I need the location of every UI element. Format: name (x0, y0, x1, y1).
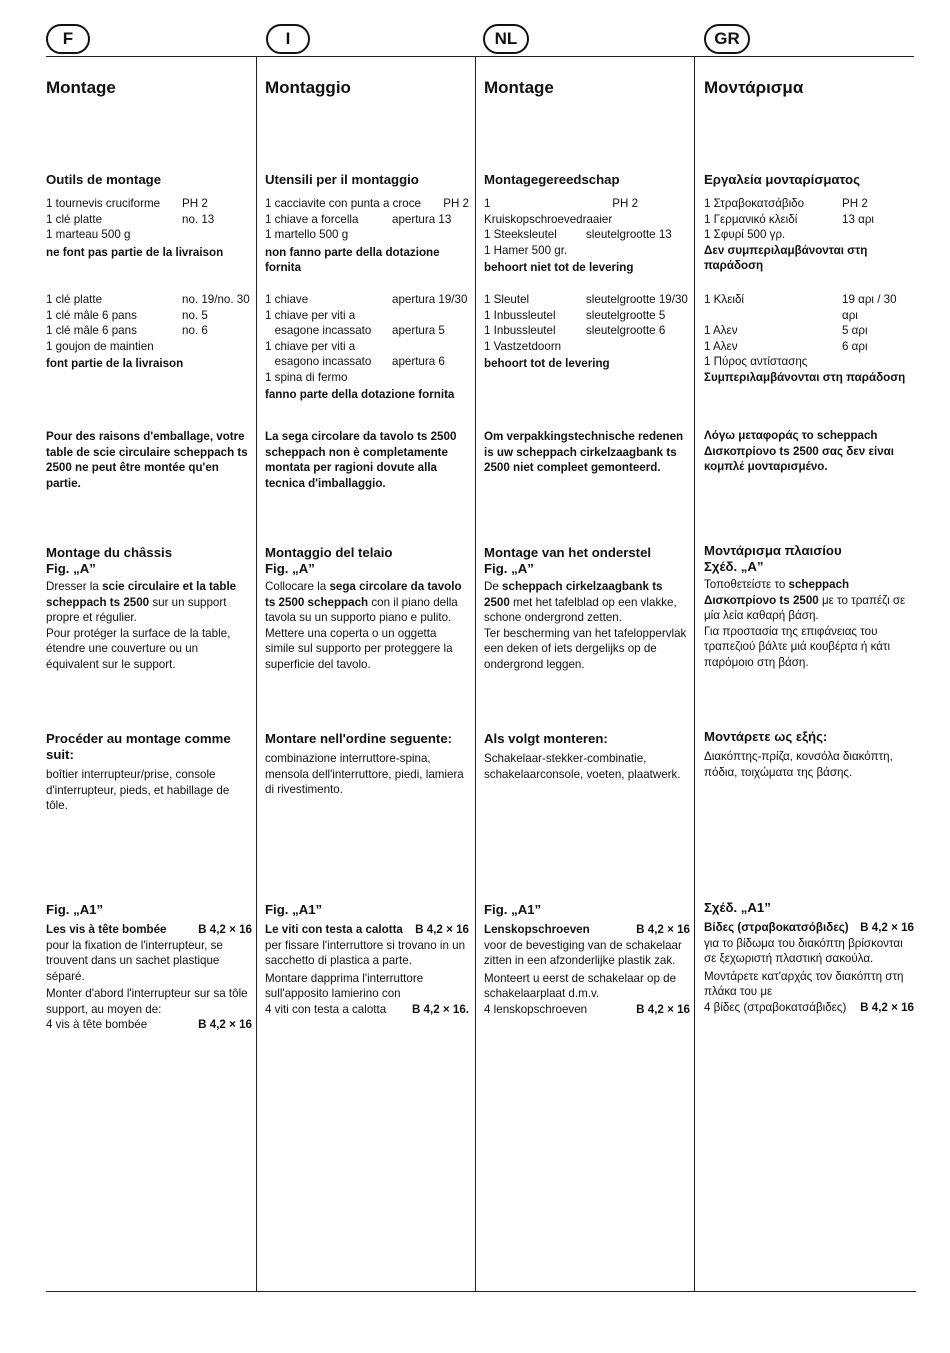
figure-label: Σχέδ. „A” (704, 559, 764, 574)
tool-item: 1 goujon de maintien (46, 339, 154, 353)
frame-block (484, 545, 690, 672)
tool-item: 1 Αλεν 5 αρι (704, 324, 868, 337)
frame-heading: Montage van het onderstel (484, 545, 652, 560)
figure-label: Fig. „A” (265, 561, 315, 576)
tool-item: 1 Vastzetdoorn (484, 339, 562, 353)
order-text: Διακόπτης-πρίζα, κονσόλα διακόπτη, πόδια, τοιχώματα της βάσης. (704, 750, 893, 779)
column-dutch (484, 56, 690, 1291)
tool-item: 1 Γερμανικό κλειδί 13 αρι (704, 212, 874, 226)
tool-item: 1 Kruiskopschroevedraaier PH 2 (484, 197, 639, 226)
tool-item: 1 clé mâle 6 pans no. 5 (46, 308, 208, 322)
tool-item: 1 Inbussleutel sleutelgrootte 6 (484, 324, 666, 337)
frame-block (265, 545, 469, 672)
included-note: fanno parte della dotazione fornita (265, 388, 455, 401)
tool-item: 1 chiave apertura 19/30 (265, 293, 468, 306)
frame-heading: Μοντάρισμα πλαισίου (704, 543, 842, 558)
fig-a1-paragraph: Μοντάρετε κατ'αρχάς τον διακόπτη στη πλάκα του με (704, 969, 904, 998)
screw-line: 4 viti con testa a calotta B 4,2 × 16. (265, 1002, 469, 1016)
frame-heading: Montage du châssis (46, 545, 173, 560)
section-title: Μοντάρισμα (704, 78, 804, 97)
tool-item: 1 Πύρος αντίστασης (704, 355, 808, 368)
fig-a1-paragraph: pour la fixation de l'interrupteur, se trouvent dans un sachet plastique séparé. (46, 938, 223, 983)
tool-item: 1 chiave per viti a esagone incassato apertura 5 (265, 308, 445, 337)
tools-block (484, 172, 690, 276)
figure-label: Fig. „A1” (484, 902, 542, 917)
tool-item: 1 tournevis cruciforme PH 2 (46, 197, 208, 210)
section-title: Montaggio (265, 78, 351, 97)
included-note: Συμπεριλαμβάνονται στη παράδοση (704, 370, 906, 384)
section-title: Montage (484, 78, 554, 97)
fig-a1-block (484, 902, 690, 1017)
not-included-note: non fanno parte della dotazione fornita (265, 245, 440, 274)
tool-item: 1 clé mâle 6 pans no. 6 (46, 324, 208, 337)
fig-a1-paragraph: voor de bevestiging van de schakelaar zitten in een afzonderlijke plastik zak. (484, 938, 682, 967)
column-divider (694, 56, 695, 1291)
tool-item: 1 clé platte no. 19/no. 30 (46, 293, 250, 306)
screw-line: 4 lenskopschroeven B 4,2 × 16 (484, 1002, 690, 1016)
tool-item: 1 chiave per viti a esagono incassato apertura 6 (265, 339, 445, 368)
order-heading: Als volgt monteren: (484, 731, 608, 746)
order-heading: Μοντάρετε ως εξής: (704, 729, 828, 744)
frame-heading: Montaggio del telaio (265, 545, 393, 560)
frame-paragraph: Collocare la sega circolare da tavolo ts 2500 scheppach con il piano della tavola su un supporto piano e pulito. (265, 580, 462, 624)
screw-line: Les vis à tête bombée B 4,2 × 16 (46, 923, 252, 936)
figure-label: Fig. „A” (46, 561, 96, 576)
packaging-note: Λόγω μεταφοράς το scheppach Δισκοπρίονο ts 2500 σας δεν είναι κομπλέ μονταρισμένο. (704, 429, 895, 473)
tools-heading: Utensili per il montaggio (265, 172, 419, 187)
tools-block (265, 172, 469, 276)
column-italian (265, 56, 469, 1291)
order-text: combinazione interruttore-spina, mensola dell'interruttore, piedi, lamiera di rivestimento. (265, 752, 464, 796)
language-badge-f: F (46, 24, 90, 54)
tool-item: 1 Στραβοκατσάβιδο PH 2 (704, 197, 868, 210)
order-block (484, 731, 690, 782)
fig-a1-block (265, 902, 469, 1017)
frame-paragraph: Dresser la scie circulaire et la table scheppach ts 2500 sur un support propre et régulier. (46, 580, 237, 624)
tool-item: 1 spina di fermo (265, 370, 348, 384)
tool-item: 1 Sleutel sleutelgrootte 19/30 (484, 293, 688, 306)
frame-block (46, 545, 252, 672)
language-badges (0, 24, 950, 58)
tool-item: 1 martello 500 g (265, 228, 349, 241)
frame-paragraph: Τοποθετείστε το scheppach Δισκοπρίονο ts 2500 με το τραπέζι σε μία λεία καθαρή βάση. (704, 578, 906, 622)
language-badge-nl: NL (483, 24, 529, 54)
order-block (46, 731, 252, 814)
order-heading: Montare nell'ordine seguente: (265, 731, 453, 746)
order-heading: Procéder au montage comme suit: (46, 731, 231, 762)
column-french (46, 56, 252, 1291)
language-badge-gr: GR (704, 24, 750, 54)
packaging-note: Pour des raisons d'emballage, votre table de scie circulaire scheppach ts 2500 ne peut être montée qu'en partie. (46, 430, 248, 490)
included-tools-block (704, 292, 914, 385)
screw-line: Lenskopschroeven B 4,2 × 16 (484, 923, 690, 936)
section-title: Montage (46, 78, 116, 97)
figure-label: Fig. „A1” (265, 902, 323, 917)
screw-line: 4 vis à tête bombée B 4,2 × 16 (46, 1018, 252, 1031)
included-tools-block (265, 292, 469, 403)
frame-paragraph: Ter bescherming van het tafeloppervlak een deken of iets dergelijks op de ondergrond leggen. (484, 626, 687, 671)
included-note: font partie de la livraison (46, 357, 184, 370)
tool-item: 1 Κλειδί 19 αρι / 30 αρι (704, 293, 897, 322)
bottom-rule (46, 1291, 916, 1292)
tool-item: 1 chiave a forcella apertura 13 (265, 212, 452, 226)
column-divider (256, 56, 257, 1291)
figure-label: Σχέδ. „A1” (704, 900, 771, 915)
tool-item: 1 Steeksleutel sleutelgrootte 13 (484, 228, 672, 241)
frame-block (704, 543, 914, 670)
fig-a1-paragraph: για το βίδωμα του διακόπτη βρίσκονται σε ξεχωριστή πλαστική σακούλα. (704, 936, 903, 965)
not-included-note: ne font pas partie de la livraison (46, 245, 224, 259)
tool-item: 1 marteau 500 g (46, 228, 131, 241)
figure-label: Fig. „A” (484, 561, 534, 576)
frame-paragraph: Mettere una coperta o un oggetta simile sul supporto per proteggere la superficie del tavolo. (265, 626, 453, 671)
tool-item: 1 clé platte no. 13 (46, 212, 215, 226)
column-divider (475, 56, 476, 1291)
figure-label: Fig. „A1” (46, 902, 104, 917)
fig-a1-block (704, 900, 914, 1015)
screw-line: Βίδες (στραβοκατσόβιδες) B 4,2 × 16 (704, 921, 914, 934)
order-block (265, 731, 469, 798)
tool-item: 1 cacciavite con punta a croce PH 2 (265, 197, 469, 210)
screw-line: Le viti con testa a calotta B 4,2 × 16 (265, 923, 469, 936)
column-greek (704, 56, 914, 1291)
tools-heading: Montagegereedschap (484, 172, 620, 187)
fig-a1-paragraph: Monter d'abord l'interrupteur sur sa tôle support, au moyen de: (46, 987, 248, 1016)
order-text: Schakelaar-stekker-combinatie, schakelaarconsole, voeten, plaatwerk. (484, 752, 681, 781)
tools-block (704, 172, 914, 274)
fig-a1-block (46, 902, 252, 1033)
screw-line: 4 βίδες (στραβοκατσάβιδες) B 4,2 × 16 (704, 1000, 914, 1014)
frame-paragraph: De scheppach cirkelzaagbank ts 2500 met het tafelblad op een vlakke, schone ondergrond zetten. (484, 580, 677, 624)
fig-a1-paragraph: per fissare l'interruttore si trovano in un sacchetto di plastica a parte. (265, 938, 466, 967)
tools-heading: Outils de montage (46, 172, 162, 187)
packaging-note: Om verpakkingstechnische redenen is uw scheppach cirkelzaagbank ts 2500 niet compleet gemonteerd. (484, 430, 684, 474)
tool-item: 1 Σφυρί 500 γρ. (704, 228, 786, 241)
packaging-note: La sega circolare da tavolo ts 2500 scheppach non è completamente montata per ragioni dovute alla tecnica d'imballaggio. (265, 430, 457, 490)
frame-paragraph: Για προστασία της επιφάνειας του τραπεζιού βάλτε μιά κουβέρτα ή κάτι παρόμοιο στη βάση. (704, 624, 891, 669)
tools-block (46, 172, 252, 260)
tools-heading: Εργαλεία μονταρίσματος (704, 172, 860, 187)
included-tools-block (46, 292, 252, 372)
order-text: boîtier interrupteur/prise, console d'interrupteur, pieds, et habillage de tôle. (46, 768, 230, 812)
language-badge-i: I (266, 24, 310, 54)
tool-item: 1 Αλεν 6 αρι (704, 339, 868, 353)
not-included-note: behoort niet tot de levering (484, 261, 634, 274)
not-included-note: Δεν συμπεριλαμβάνονται στη παράδοση (704, 243, 868, 272)
order-block (704, 729, 914, 780)
included-note: behoort tot de levering (484, 357, 610, 370)
frame-paragraph: Pour protéger la surface de la table, étendre une couverture ou un équivalent sur le support. (46, 626, 231, 671)
tool-item: 1 Hamer 500 gr. (484, 243, 568, 257)
fig-a1-paragraph: Montare dapprima l'interruttore sull'apposito lamierino con (265, 971, 424, 1000)
fig-a1-paragraph: Monteert u eerst de schakelaar op de schakelaarplaat d.m.v. (484, 971, 677, 1000)
tool-item: 1 Inbussleutel sleutelgrootte 5 (484, 308, 666, 322)
included-tools-block (484, 292, 690, 372)
